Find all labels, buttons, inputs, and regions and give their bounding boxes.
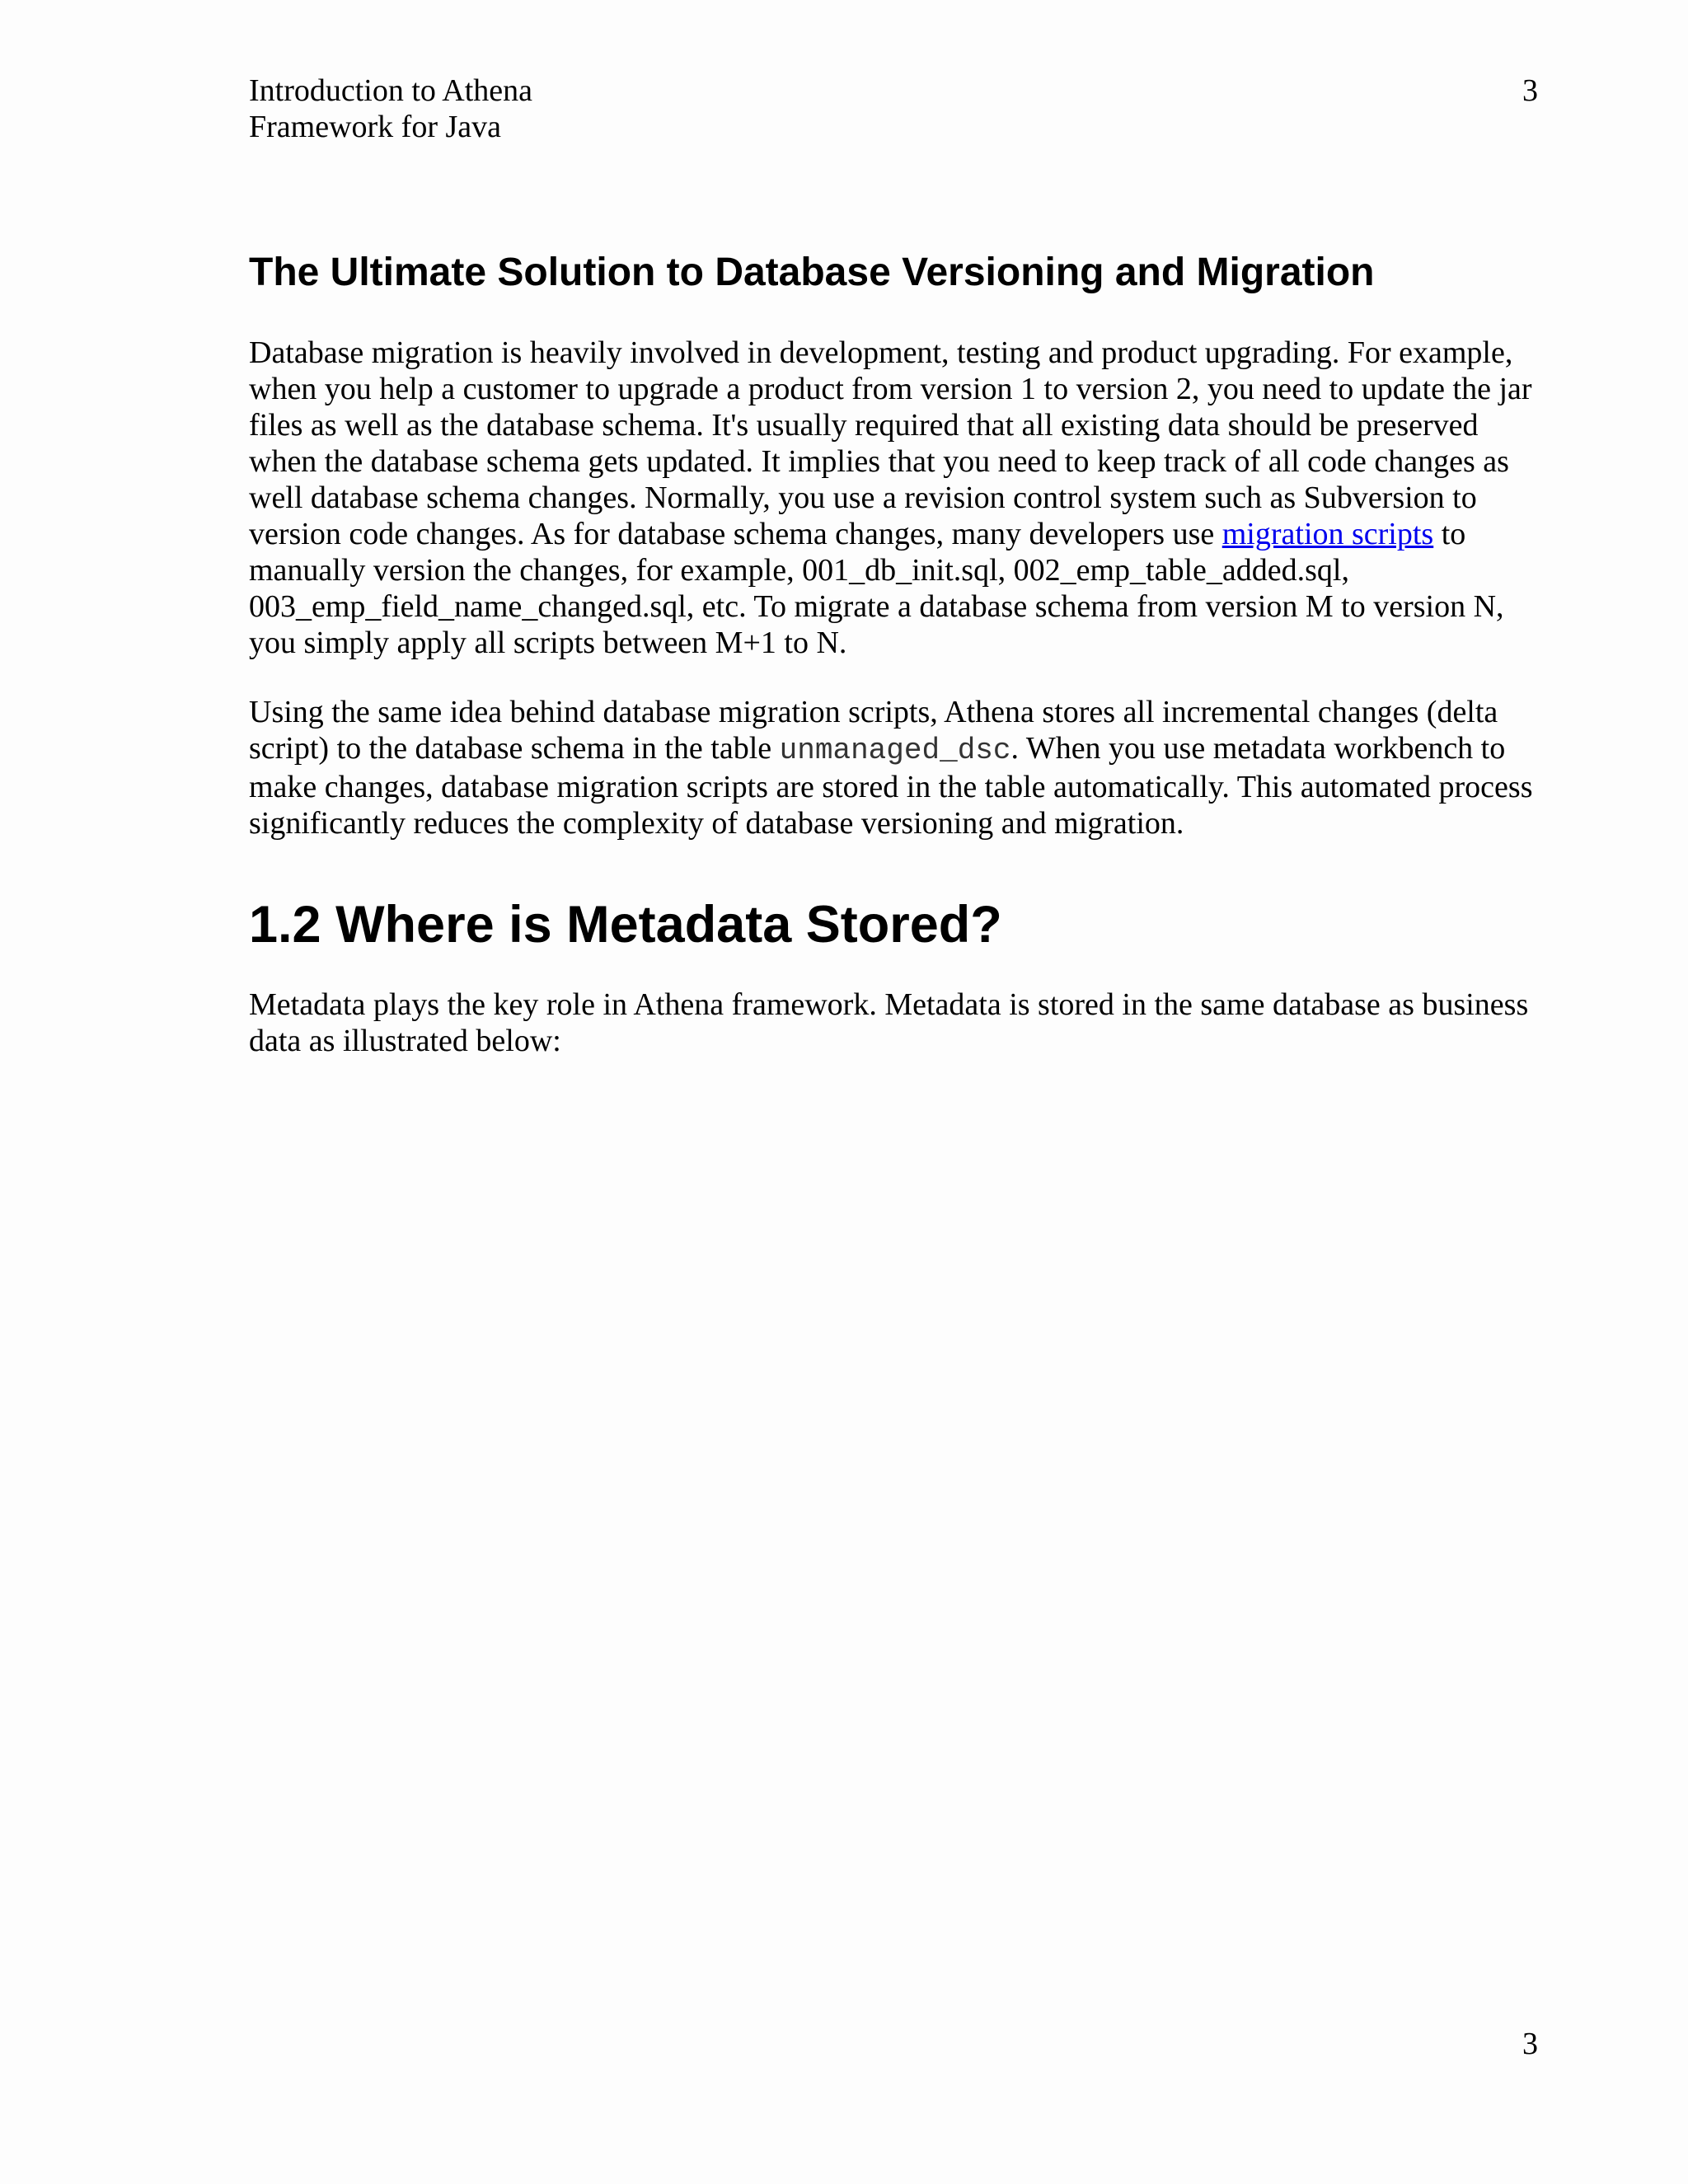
table-name-code: unmanaged_dsc	[779, 733, 1011, 767]
migration-scripts-link[interactable]: migration scripts	[1221, 517, 1434, 551]
paragraph-metadata-storage: Metadata plays the key role in Athena framework. Metadata is stored in the same database as business data as illustrated below:	[249, 987, 1529, 1058]
paragraph-athena-delta	[249, 694, 1543, 841]
section-heading: The Ultimate Solution to Database Versioning and Migration	[249, 251, 1375, 294]
header-page-number: 3	[1522, 73, 1538, 108]
running-header	[249, 73, 532, 145]
footer-page-number: 3	[1522, 2027, 1538, 2061]
running-header-line-1: Introduction to Athena	[249, 73, 533, 108]
paragraph-text: Using the same idea behind database migration scripts, Athena stores all incremental changes (delta script) to the database schema in the table	[249, 695, 1498, 766]
page-content	[249, 239, 1543, 1059]
paragraph-migration-intro	[249, 335, 1543, 661]
paragraph-text: Database migration is heavily involved in development, testing and product upgrading. For example, when you help a customer to upgrade a product from version 1 to version 2, you need to update the jar files as well as the database schema. It's usually required that all existing data should be preserved when the database schema gets updated. It implies that you need to keep track of all code changes as well database schema changes. Normally, you use a revision control system such as Subversion to version code changes. As for database schema changes, many developers use	[249, 335, 1532, 551]
chapter-heading: 1.2 Where is Metadata Stored?	[249, 896, 1002, 954]
running-header-line-2: Framework for Java	[249, 110, 502, 144]
paragraph-text: to manually version the changes, for example, 001_db_init.sql, 002_emp_table_added.sql, 003_emp_field_name_changed.sql, etc. To migrate a database schema from version M to version N, you simply apply all scripts between M+1 to N.	[249, 517, 1504, 660]
paragraph-text: . When you use metadata workbench to make changes, database migration scripts are stored in the table automatically. This automated process significantly reduces the complexity of database versioning and migration.	[249, 731, 1533, 841]
